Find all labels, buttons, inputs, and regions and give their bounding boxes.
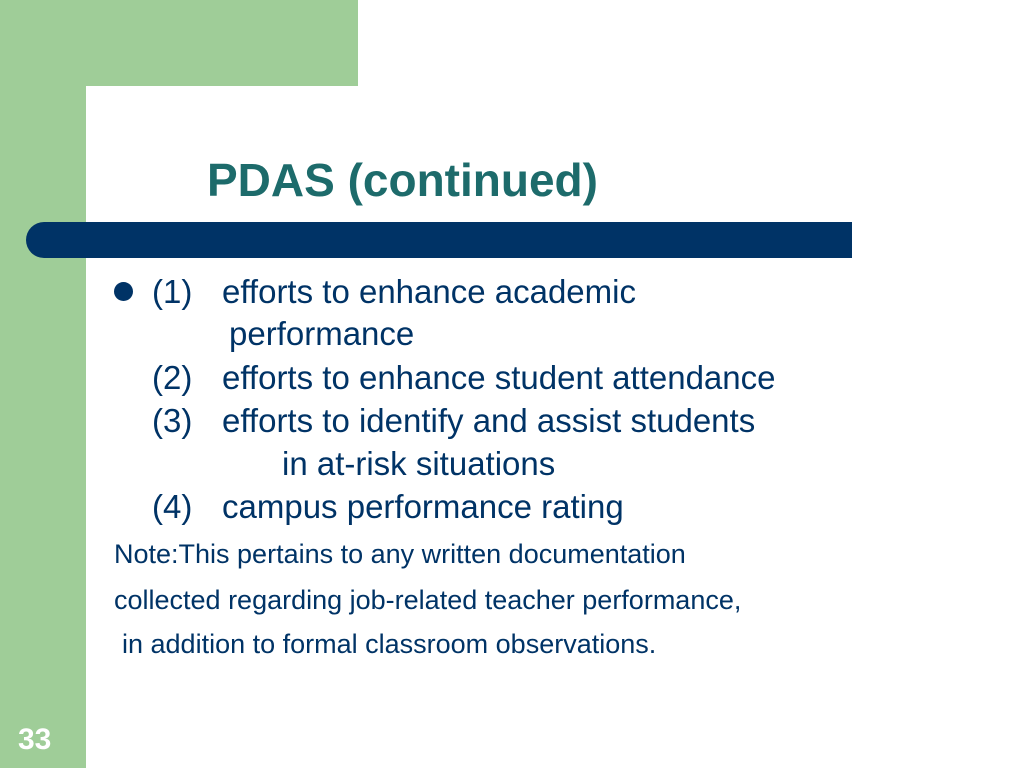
note-line-2: collected regarding job-related teacher performance, xyxy=(114,585,742,615)
note-line-3: in addition to formal classroom observations. xyxy=(122,629,657,659)
item-4-text: campus performance rating xyxy=(222,488,624,525)
slide-title: PDAS (continued) xyxy=(207,154,598,206)
bullet-icon xyxy=(114,282,133,301)
item-3-number: (3) xyxy=(152,402,193,439)
item-1-number: (1) xyxy=(152,273,193,310)
item-3-text-cont: in at-risk situations xyxy=(282,445,556,482)
item-4-number: (4) xyxy=(152,488,193,525)
item-2-text: efforts to enhance student attendance xyxy=(222,359,776,396)
item-3-text: efforts to identify and assist students xyxy=(222,402,756,439)
item-2-number: (2) xyxy=(152,359,193,396)
title-divider-bar xyxy=(26,222,852,258)
item-1-text: efforts to enhance academic xyxy=(222,273,636,310)
note-line-1: Note:This pertains to any written documentation xyxy=(114,539,686,569)
item-1-text-cont: performance xyxy=(229,315,415,352)
top-green-band xyxy=(0,0,358,86)
left-green-band xyxy=(0,0,86,768)
slide-number: 33 xyxy=(18,723,52,756)
